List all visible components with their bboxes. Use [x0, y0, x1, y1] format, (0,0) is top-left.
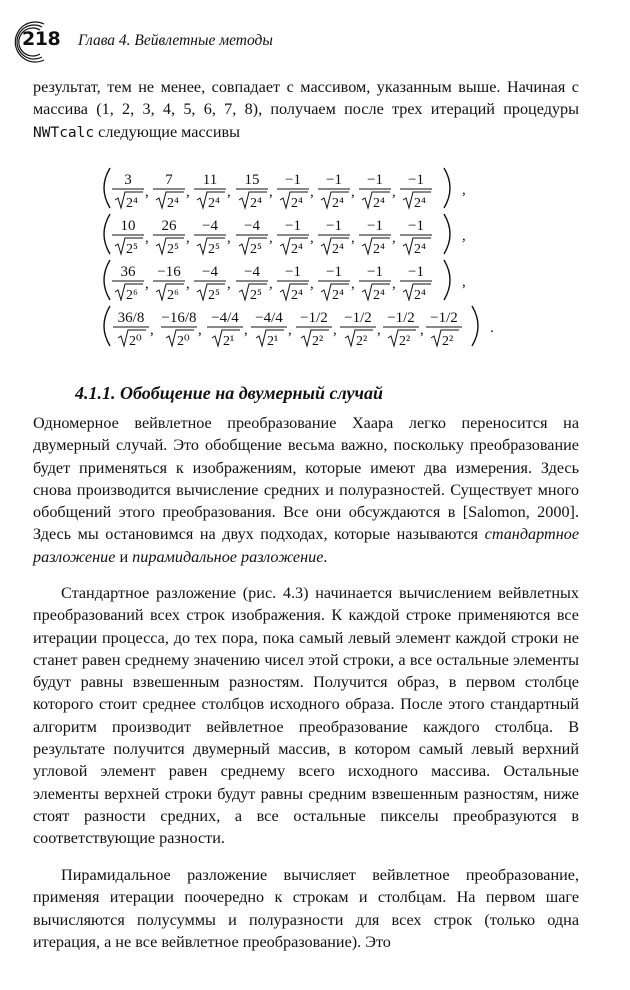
fraction-separator: , [145, 184, 149, 200]
left-parenthesis [104, 214, 110, 254]
fraction-separator: , [145, 230, 149, 246]
left-parenthesis [104, 260, 110, 300]
fraction-denominator: 2⁵ [208, 242, 220, 257]
fraction-denominator: 2⁴ [208, 196, 220, 211]
fraction-denominator: 2⁴ [373, 288, 385, 303]
paragraph-end: . [323, 547, 328, 566]
fraction-numerator: −4 [202, 218, 218, 234]
intro-text-start: результат, тем не менее, совпадает с массивом, указанным выше. Начиная с массива (1, 2, 3, 4, 5, 6, 7, 8), получаем после трех итераций процедуры [33, 78, 579, 119]
fraction-separator: , [227, 184, 231, 200]
chapter-title: Глава 4. Вейвлетные методы [78, 32, 273, 49]
fraction-numerator: −1/2 [344, 310, 372, 326]
fraction-separator: , [244, 322, 248, 338]
intro-text-end: следующие массивы [94, 122, 241, 141]
fraction-numerator: −4 [202, 264, 218, 280]
fraction-denominator: 2⁴ [167, 196, 179, 211]
fraction-numerator: −1 [285, 264, 301, 280]
fraction-separator: , [198, 322, 202, 338]
intro-paragraph [33, 76, 579, 144]
left-parenthesis [104, 168, 110, 208]
fraction-numerator: 36/8 [117, 310, 145, 326]
fraction-denominator: 2⁰ [129, 334, 142, 349]
fraction-denominator: 2⁴ [373, 242, 385, 257]
fraction-numerator: −16 [157, 264, 181, 280]
fraction-separator: , [333, 322, 337, 338]
paragraph-standard-decomposition: Стандартное разложение (рис. 4.3) начинается вычислением вейвлетных преобразований всех строк изображения. К каждой строке применяются все итерации процесса, до тех пора, пока самый левый элемент каждой строки не станет равен среднему значению чисел этой строки, а все остальные элементы будут равны взвешенным разностям. Получится образ, в первом столбце которого стоит среднее столбцов исходного образа. После этого стандартный алгоритм производит вейвлетное преобразование каждого столбца. В результате получится двумерный массив, в котором самый левый верхний угловой элемент равен среднему всего исходного массива. Остальные элементы верхней строки будут равны средним взвешенным разностям, ниже стоят разности средних, а все остальные пикселы преобразуются в соответствующие разности. [33, 584, 579, 848]
fraction-separator: , [269, 184, 273, 200]
fraction-numerator: 3 [124, 172, 132, 188]
fraction-numerator: 36 [120, 264, 136, 280]
paragraph-connector: и [115, 547, 133, 566]
fraction-denominator: 2⁵ [167, 242, 179, 257]
fraction-denominator: 2⁴ [414, 288, 426, 303]
fraction-separator: , [150, 322, 154, 338]
fraction-denominator: 2² [312, 334, 324, 349]
array-formulas [100, 166, 560, 366]
fraction-numerator: −16/8 [161, 310, 197, 326]
fraction-numerator: 11 [202, 172, 218, 188]
fraction-separator: , [351, 184, 355, 200]
fraction-separator: , [310, 276, 314, 292]
fraction-numerator: −1 [326, 218, 342, 234]
fraction-numerator: 7 [165, 172, 173, 188]
term-pyramid-decomposition: пирамидальное разложение [132, 547, 324, 566]
fraction-numerator: −1 [285, 218, 301, 234]
fraction-denominator: 2² [356, 334, 368, 349]
fraction-denominator: 2⁴ [291, 288, 303, 303]
fraction-denominator: 2¹ [267, 334, 279, 349]
paragraph-text: Одномерное вейвлетное преобразование Хаара легко переносится на двумерный случай. Это обобщение весьма важно, поскольку преобразование будет применяться к изображениям, которые имеют два измерения. Здесь снова производится вычисление средних и полуразностей. Существует много обобщений этого преобразования. Все они обсуждаются в [Salomon, 2000]. Здесь мы остановимся на двух подходах, которые называются [33, 414, 579, 544]
fraction-separator: , [186, 230, 190, 246]
fraction-numerator: −1/2 [300, 310, 328, 326]
row-terminator: , [462, 182, 466, 198]
fraction-denominator: 2⁰ [177, 334, 190, 349]
fraction-denominator: 2⁴ [332, 242, 344, 257]
fraction-separator: , [227, 276, 231, 292]
fraction-numerator: −4/4 [255, 310, 283, 326]
page-number: 218 [22, 28, 61, 50]
fraction-separator: , [145, 276, 149, 292]
right-parenthesis [444, 260, 450, 300]
fraction-separator: , [310, 230, 314, 246]
fraction-numerator: −1 [326, 264, 342, 280]
right-parenthesis [444, 214, 450, 254]
fraction-numerator: −1 [408, 264, 424, 280]
fraction-separator: , [186, 184, 190, 200]
fraction-numerator: −1 [367, 264, 383, 280]
fraction-denominator: 2⁴ [291, 196, 303, 211]
paragraph-generalization [33, 412, 579, 568]
fraction-numerator: −1 [367, 218, 383, 234]
fraction-denominator: 2² [442, 334, 454, 349]
fraction-separator: , [377, 322, 381, 338]
fraction-denominator: 2² [399, 334, 411, 349]
fraction-separator: , [392, 184, 396, 200]
fraction-denominator: 2⁴ [250, 196, 262, 211]
fraction-separator: , [269, 230, 273, 246]
fraction-separator: , [392, 276, 396, 292]
fraction-denominator: 2⁴ [291, 242, 303, 257]
fraction-numerator: −1 [326, 172, 342, 188]
fraction-denominator: 2⁶ [167, 288, 179, 303]
row-terminator: , [462, 274, 466, 290]
fraction-numerator: −1/2 [430, 310, 458, 326]
fraction-separator: , [186, 276, 190, 292]
fraction-separator: , [310, 184, 314, 200]
fraction-numerator: −4 [244, 218, 260, 234]
procedure-name: NWTcalc [33, 124, 95, 141]
right-parenthesis [444, 168, 450, 208]
fraction-denominator: 2⁵ [208, 288, 220, 303]
fraction-separator: , [288, 322, 292, 338]
fraction-denominator: 2⁴ [414, 196, 426, 211]
section-title: 4.1.1. Обобщение на двумерный случай [75, 383, 383, 403]
fraction-separator: , [351, 230, 355, 246]
fraction-numerator: 15 [244, 172, 260, 188]
fraction-denominator: 2⁶ [126, 288, 138, 303]
page-header [14, 18, 614, 68]
left-parenthesis [104, 306, 110, 346]
fraction-denominator: 2⁴ [126, 196, 138, 211]
fraction-denominator: 2⁴ [373, 196, 385, 211]
fraction-numerator: −1 [408, 172, 424, 188]
row-terminator: . [490, 320, 494, 336]
fraction-numerator: −4/4 [211, 310, 239, 326]
fraction-separator: , [227, 230, 231, 246]
fraction-numerator: 26 [161, 218, 177, 234]
fraction-denominator: 2⁴ [332, 196, 344, 211]
term-standard-decomposition: стандартное разложение [33, 525, 579, 566]
fraction-separator: , [351, 276, 355, 292]
fraction-numerator: −1/2 [387, 310, 415, 326]
fraction-separator: , [392, 230, 396, 246]
fraction-denominator: 2⁵ [126, 242, 138, 257]
fraction-numerator: 10 [120, 218, 136, 234]
fraction-numerator: −1 [367, 172, 383, 188]
fraction-numerator: −1 [408, 218, 424, 234]
fraction-numerator: −1 [285, 172, 301, 188]
fraction-denominator: 2⁴ [332, 288, 344, 303]
fraction-denominator: 2¹ [223, 334, 235, 349]
fraction-separator: , [420, 322, 424, 338]
row-terminator: , [462, 228, 466, 244]
right-parenthesis [472, 306, 478, 346]
fraction-numerator: −4 [244, 264, 260, 280]
fraction-denominator: 2⁴ [414, 242, 426, 257]
fraction-separator: , [269, 276, 273, 292]
paragraph-pyramid-decomposition: Пирамидальное разложение вычисляет вейвлетное преобразование, применяя итерации поочередно к строкам и столбцам. На первом шаге вычисляются полусуммы и полуразности для всех строк (только одна итерация, а не все вейвлетное преобразование). Это [33, 866, 579, 951]
fraction-denominator: 2⁵ [250, 242, 262, 257]
fraction-denominator: 2⁵ [250, 288, 262, 303]
